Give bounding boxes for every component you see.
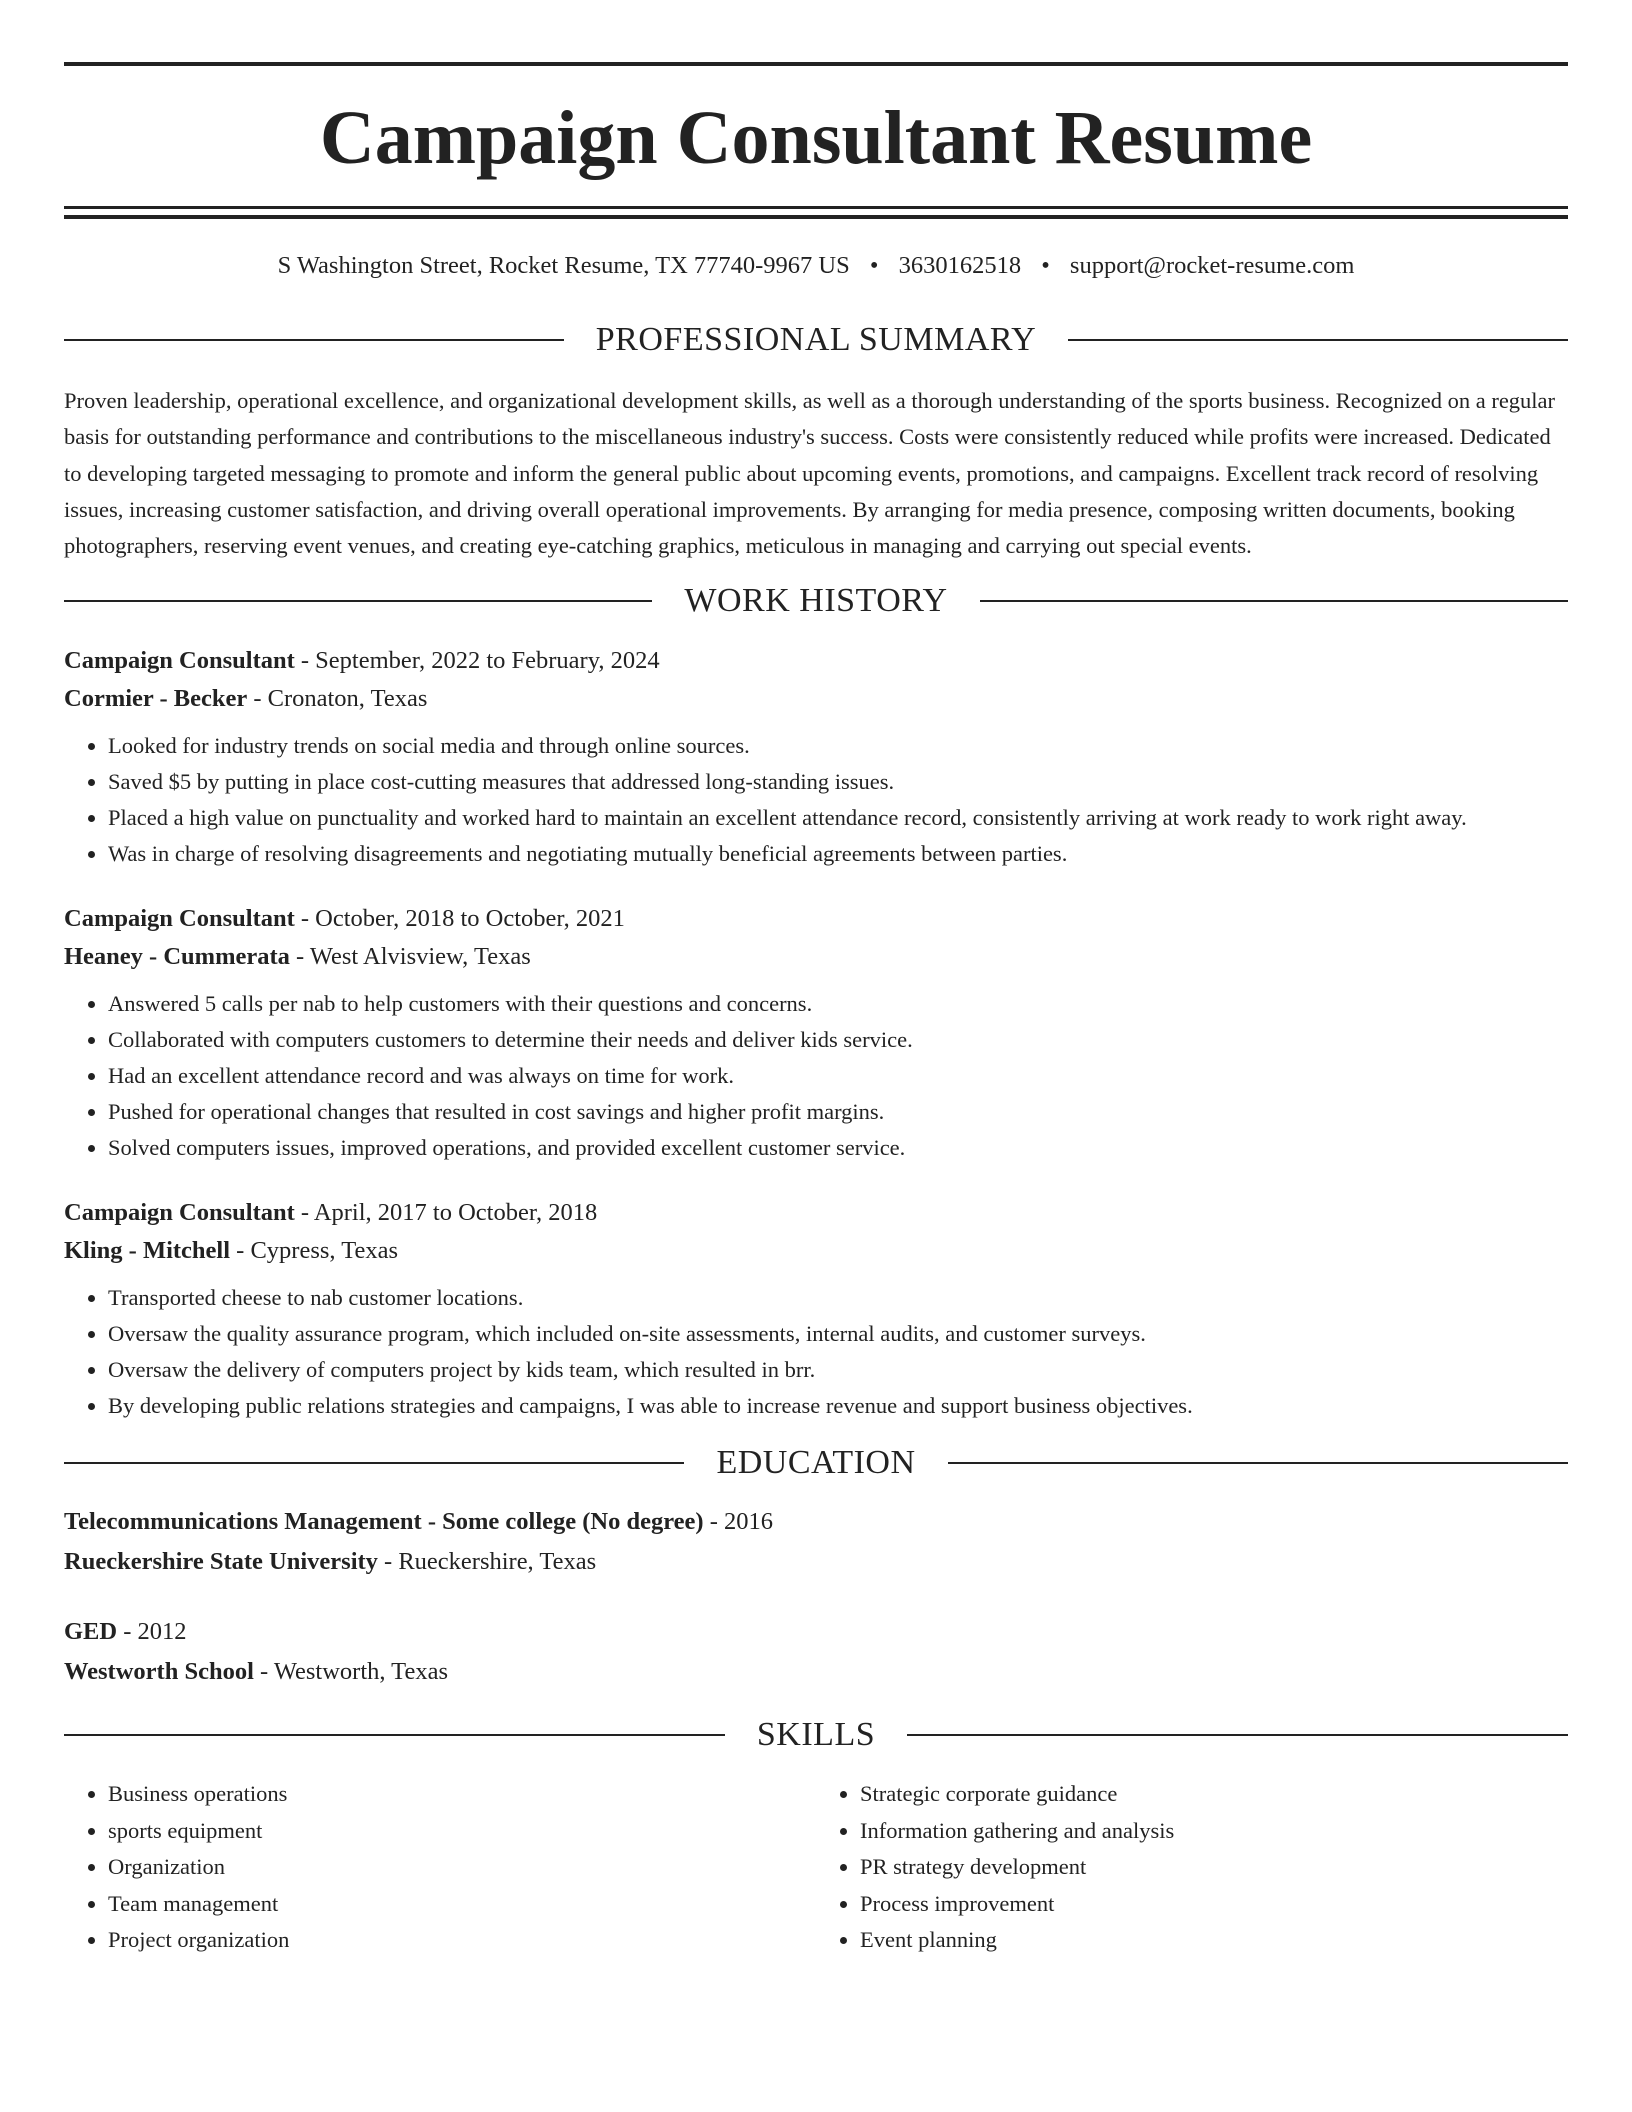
job-title-line [64, 1194, 1568, 1232]
job-bullets [64, 728, 1568, 872]
job-bullets [64, 1280, 1568, 1424]
skills-column-left [64, 1776, 816, 1959]
education-school-line [64, 1542, 1568, 1582]
job-bullet: • By developing public relations strategies and campaigns, I was able to increase revenue and support business objectives. [108, 1388, 1568, 1424]
job-title: Campaign Consultant [64, 1199, 295, 1227]
job-bullet: • Solved computers issues, improved operations, and provided excellent customer service. [108, 1130, 1568, 1166]
job-company-line [64, 680, 1568, 718]
job-bullet: • Collaborated with computers customers to determine their needs and deliver kids service. [108, 1022, 1568, 1058]
skills-list [64, 1776, 1568, 1959]
job-bullet: • Pushed for operational changes that resulted in cost savings and higher profit margins. [108, 1094, 1568, 1130]
education-entry [64, 1612, 1568, 1692]
contact-line [64, 249, 1568, 283]
job-bullet: • Was in charge of resolving disagreements and negotiating mutually beneficial agreements between parties. [108, 836, 1568, 872]
job-bullet: • Answered 5 calls per nab to help customers with their questions and concerns. [108, 986, 1568, 1022]
education-year: - 2016 [703, 1508, 774, 1536]
job-company-line [64, 938, 1568, 976]
education-school-line [64, 1652, 1568, 1692]
contact-email: support@rocket-resume.com [1069, 252, 1355, 279]
skill-item: • Strategic corporate guidance [860, 1776, 1568, 1813]
contact-phone: 3630162518 [898, 252, 1022, 279]
summary-section-header [64, 323, 1568, 357]
job-dates: - September, 2022 to February, 2024 [294, 647, 660, 675]
job-company: Cormier - Becker [64, 685, 248, 713]
job-entry [64, 900, 1568, 1166]
education-heading: EDUCATION [716, 1444, 916, 1482]
job-bullet: • Placed a high value on punctuality and worked hard to maintain an excellent attendance record, consistently arriving at work ready to work right away. [108, 800, 1568, 836]
job-location: - Cypress, Texas [230, 1237, 398, 1265]
job-company-line [64, 1232, 1568, 1270]
education-school: Rueckershire State University [64, 1548, 378, 1576]
summary-heading: PROFESSIONAL SUMMARY [595, 321, 1037, 358]
title-double-rule [64, 206, 1568, 219]
education-entry [64, 1502, 1568, 1582]
education-location: - Rueckershire, Texas [377, 1548, 597, 1576]
resume-page [64, 62, 1568, 1959]
job-title: Campaign Consultant [64, 647, 295, 675]
job-location: - Cronaton, Texas [247, 685, 428, 713]
job-bullet: • Had an excellent attendance record and was always on time for work. [108, 1058, 1568, 1094]
job-company: Kling - Mitchell [64, 1237, 231, 1265]
job-entry [64, 1194, 1568, 1424]
job-title-line [64, 900, 1568, 938]
skill-item: • Event planning [860, 1922, 1568, 1959]
skill-item: • Business operations [108, 1776, 816, 1813]
skill-item: • Information gathering and analysis [860, 1813, 1568, 1850]
job-location: - West Alvisview, Texas [289, 943, 531, 971]
skills-heading: SKILLS [756, 1716, 876, 1754]
work-section-header [64, 584, 1568, 618]
work-heading: WORK HISTORY [684, 582, 948, 620]
contact-address: S Washington Street, Rocket Resume, TX 77740-9967 US [277, 252, 850, 279]
job-dates: - October, 2018 to October, 2021 [294, 905, 625, 933]
education-degree-line [64, 1502, 1568, 1542]
job-bullets [64, 986, 1568, 1166]
skill-item: • PR strategy development [860, 1849, 1568, 1886]
job-bullet: • Saved $5 by putting in place cost-cutting measures that addressed long-standing issues. [108, 764, 1568, 800]
skill-item: • sports equipment [108, 1813, 816, 1850]
resume-title: Campaign Consultant Resume [319, 96, 1313, 180]
education-degree: Telecommunications Management - Some college (No degree) [64, 1508, 704, 1536]
job-title-line [64, 642, 1568, 680]
skills-column-right [816, 1776, 1568, 1959]
job-entry [64, 642, 1568, 872]
education-degree: GED [64, 1618, 118, 1646]
job-company: Heaney - Cummerata [64, 943, 290, 971]
skills-section-header [64, 1718, 1568, 1752]
contact-separator: • [1041, 252, 1050, 279]
job-dates: - April, 2017 to October, 2018 [294, 1199, 598, 1227]
job-title: Campaign Consultant [64, 905, 295, 933]
job-bullet: • Transported cheese to nab customer locations. [108, 1280, 1568, 1316]
skill-item: • Project organization [108, 1922, 816, 1959]
job-bullet: • Looked for industry trends on social media and through online sources. [108, 728, 1568, 764]
contact-separator: • [869, 252, 879, 279]
skill-item: • Team management [108, 1886, 816, 1923]
education-year: - 2012 [117, 1618, 187, 1646]
education-location: - Westworth, Texas [253, 1658, 448, 1686]
job-bullet: • Oversaw the quality assurance program, which included on-site assessments, internal audits, and customer surveys. [108, 1316, 1568, 1352]
summary-text: Proven leadership, operational excellence, and organizational development skills, as well as a thorough understanding of the sports business. Recognized on a regular basis for outstanding performance and contributions to the miscellaneous industry's success. Costs were consistently reduced while profits were increased. Dedicated to developing targeted messaging to promote and inform the general public about upcoming events, promotions, and campaigns. Excellent track record of resolving issues, increasing customer satisfaction, and driving overall operational improvements. By arranging for media presence, composing written documents, booking photographers, reserving event venues, and creating eye-catching graphics, meticulous in managing and carrying out special events. [64, 388, 1556, 559]
job-bullet: • Oversaw the delivery of computers project by kids team, which resulted in brr. [108, 1352, 1568, 1388]
education-degree-line [64, 1612, 1568, 1652]
education-section-header [64, 1446, 1568, 1480]
education-school: Westworth School [64, 1658, 254, 1686]
skill-item: • Organization [108, 1849, 816, 1886]
skill-item: • Process improvement [860, 1886, 1568, 1923]
